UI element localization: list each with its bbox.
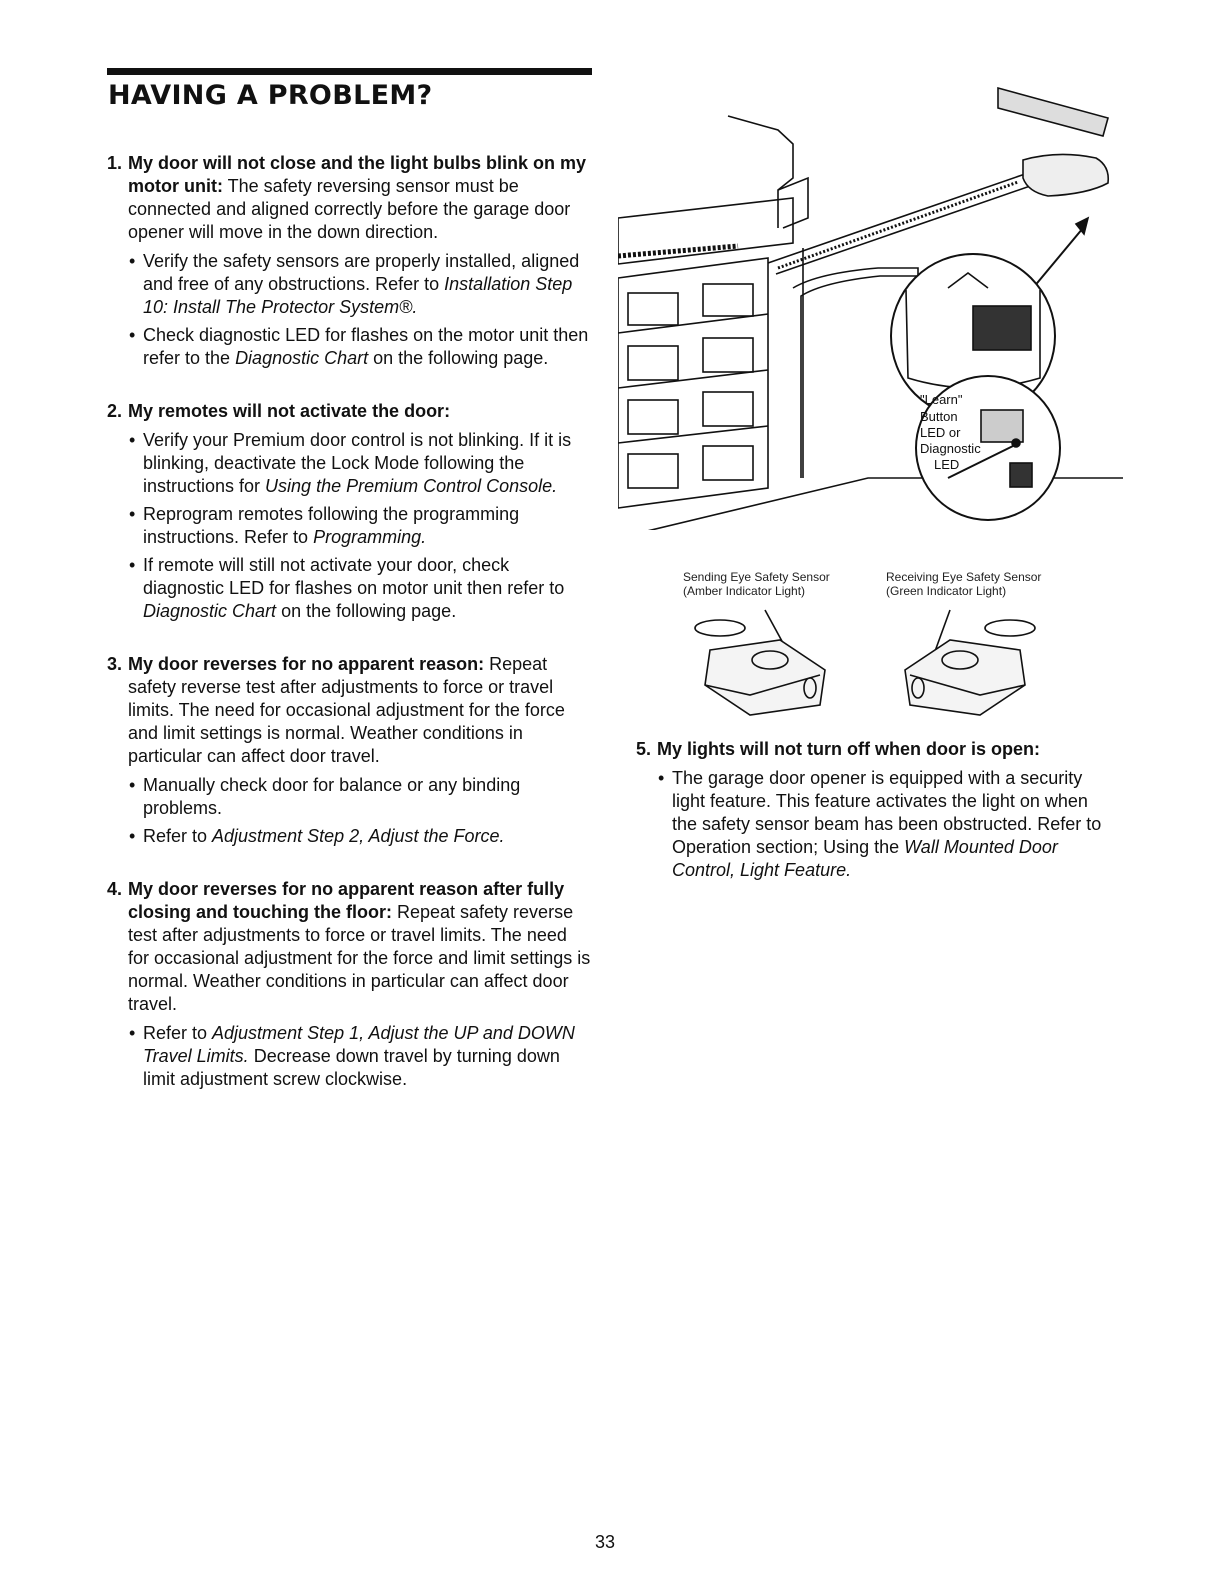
problem-heading: My door reverses for no apparent reason: bbox=[128, 654, 485, 674]
callout-led-or-label: LED or bbox=[920, 425, 961, 440]
garage-opener-illustration bbox=[618, 78, 1123, 530]
receiving-sensor-label: Receiving Eye Safety Sensor (Green Indicator Light) bbox=[886, 570, 1042, 598]
bullet: • Reprogram remotes following the programming instructions. Refer to Programming. bbox=[129, 504, 520, 547]
problem-item-2: 2. My remotes will not activate the door: • Verify your Premium door control is not blinking. If it is blinking, deactivate the Lock Mode following the instructions for Using the Premium Control Console. • Reprogram remotes following the programming instructions. Refer to Programming. • If remote will still not activate your door, check diagnostic LED for flashes on motor unit then refer to Diagnostic Chart on the following page. bbox=[107, 400, 592, 623]
problem-item-5: 5. My lights will not turn off when door is open: • The garage door opener is equipped with a security light feature. This feature activates the light on when the safety sensor beam has been obstructed. Refer to Operation section; Using the Wall Mounted Door Control, Light Feature. bbox=[636, 738, 1111, 882]
problem-item-4: 4. My door reverses for no apparent reason after fully closing and touching the floor: Repeat safety reverse test after adjustments to force or travel limits. The need for occasional adjustment for the force and limit settings is normal. Weather conditions in particular can affect door travel. • Refer to Adjustment Step 1, Adjust the UP and DOWN Travel Limits. Decrease down travel by turning down limit adjustment screw clockwise. bbox=[107, 879, 591, 1089]
bullet: • Verify the safety sensors are properly installed, aligned and free of any obstructions. Refer to Installation Step 10: Install The Protector System®. bbox=[129, 251, 580, 317]
pointer-arrow-head bbox=[1076, 218, 1088, 234]
problem-heading: My door will not close and the light bulbs blink on my motor unit: bbox=[128, 153, 587, 196]
problem-body: The safety reversing sensor must be connected and aligned correctly before the garage door opener will move in the down direction. bbox=[128, 176, 571, 242]
problem-heading: My door reverses for no apparent reason after fully closing and touching the floor: bbox=[128, 879, 565, 922]
problem-body: Repeat safety reverse test after adjustments to force or travel limits. The need for occasional adjustment for the force and limit settings is normal. Weather conditions in particular can affect door travel. bbox=[128, 654, 565, 766]
problem-item-3: 3. My door reverses for no apparent reason: Repeat safety reverse test after adjustments to force or travel limits. The need for occasional adjustment for the force and limit settings is normal. Weather conditions in particular can affect door travel. • Manually check door for balance or any binding problems. • Refer to Adjustment Step 2, Adjust the Force. bbox=[107, 653, 592, 848]
callout-learn-label: "Learn" bbox=[920, 392, 963, 407]
pointer-arrow bbox=[1033, 228, 1083, 288]
problem-heading: My lights will not turn off when door is open: bbox=[657, 739, 1040, 759]
motor-mount-bracket bbox=[998, 88, 1108, 136]
receiving-sensor bbox=[905, 610, 1035, 715]
ceiling-hanger bbox=[728, 116, 793, 228]
learn-button-module bbox=[981, 410, 1023, 442]
safety-sensors-illustration bbox=[690, 600, 1040, 720]
problem-item-1: 1. My door will not close and the light bulbs blink on my motor unit: The safety reversing sensor must be connected and aligned correctly before the garage door opener will move in the down direction. • Verify the safety sensors are properly installed, aligned and free of any obstructions. Refer to Installation Step 10: Install The Protector System®. • Check diagnostic LED for flashes on the motor unit then refer to the Diagnostic Chart on the following page. bbox=[107, 152, 592, 370]
bullet: • If remote will still not activate your door, check diagnostic LED for flashes on motor unit then refer to Diagnostic Chart on the following page. bbox=[129, 555, 565, 621]
bullet: • Refer to Adjustment Step 2, Adjust the Force. bbox=[129, 826, 505, 846]
callout-button-label: Button bbox=[920, 409, 958, 424]
title-rule bbox=[107, 68, 592, 75]
callout-diagnostic-label: Diagnostic bbox=[920, 441, 981, 456]
garage-door-panels bbox=[618, 258, 768, 508]
led-indicator bbox=[1012, 439, 1020, 447]
page-title: HAVING A PROBLEM? bbox=[108, 80, 433, 111]
page-number: 33 bbox=[594, 1532, 616, 1552]
diagnostic-led-module bbox=[1010, 463, 1032, 487]
sending-sensor bbox=[695, 610, 825, 715]
bullet: • Verify your Premium door control is not blinking. If it is blinking, deactivate the Lock Mode following the instructions for Using the Premium Control Console. bbox=[129, 430, 572, 496]
sending-sensor-label: Sending Eye Safety Sensor (Amber Indicator Light) bbox=[683, 570, 830, 598]
bullet: • Refer to Adjustment Step 1, Adjust the UP and DOWN Travel Limits. Decrease down travel by turning down limit adjustment screw clockwise. bbox=[129, 1023, 575, 1089]
bullet: • The garage door opener is equipped with a security light feature. This feature activates the light on when the safety sensor beam has been obstructed. Refer to Operation section; Using the Wall Mounted Door Control, Light Feature. bbox=[658, 768, 1102, 880]
panel-circuit bbox=[973, 306, 1031, 350]
bullet: • Manually check door for balance or any binding problems. bbox=[129, 775, 521, 818]
problem-heading: My remotes will not activate the door: bbox=[128, 401, 451, 421]
callout-led-label: LED bbox=[934, 457, 960, 472]
motor-unit bbox=[1023, 154, 1108, 196]
problem-body: Repeat safety reverse test after adjustments to force or travel limits. The need for occasional adjustment for the force and limit settings is normal. Weather conditions in particular can affect door travel. bbox=[128, 902, 591, 1014]
left-column bbox=[107, 152, 592, 1091]
right-column bbox=[636, 738, 1111, 882]
bullet: • Check diagnostic LED for flashes on the motor unit then refer to the Diagnostic Chart on the following page. bbox=[129, 325, 589, 368]
